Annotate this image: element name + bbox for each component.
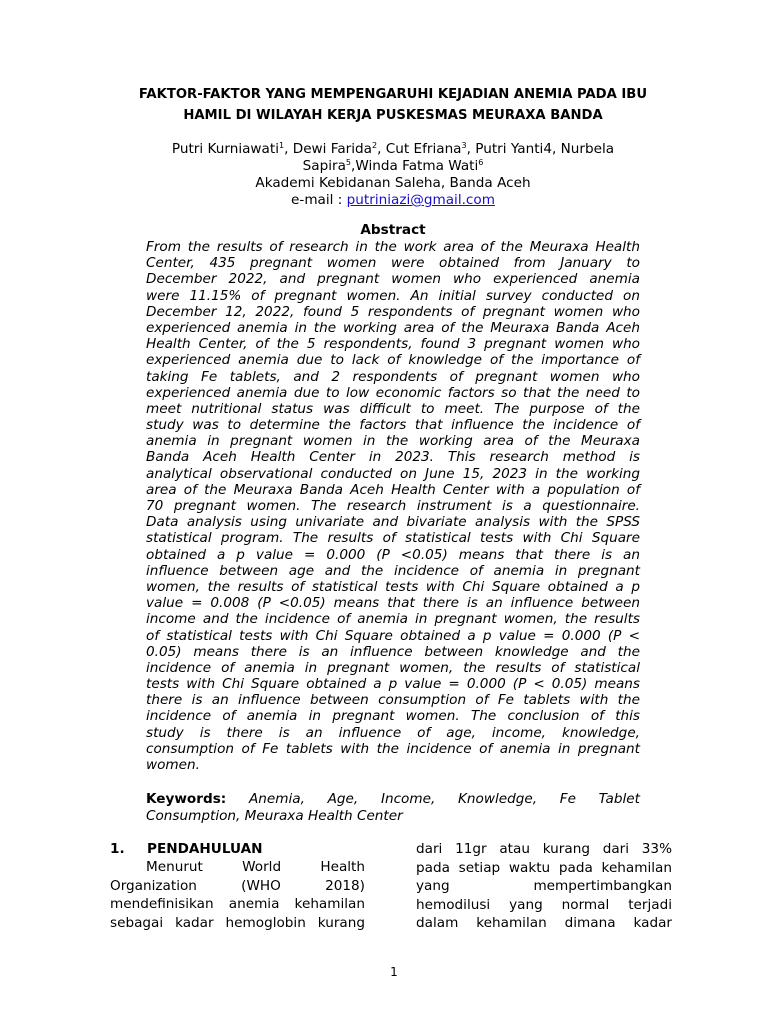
abstract-line: Data analysis using univariate and bivariate analysis with the SPSS [146, 514, 640, 531]
abstract-line: of statistical tests with Chi Square obtained a p value = 0.000 (P < [146, 627, 640, 644]
author-name: ,Winda Fatma Wati [351, 158, 479, 174]
author-line [100, 141, 686, 158]
title-line: FAKTOR-FAKTOR YANG MEMPENGARUHI KEJADIAN ANEMIA PADA IBU [138, 87, 648, 102]
body-text-line: Organization (WHO 2018) [110, 877, 365, 894]
body-text-line: pada setiap waktu pada kehamilan [416, 859, 672, 876]
author-name: Sapira [302, 158, 346, 174]
abstract-line: income and the incidence of anemia in pregnant women, the results [146, 611, 640, 628]
abstract-line: area of the Meuraxa Banda Aceh Health Center with a population of [146, 481, 640, 498]
abstract-line: women. [146, 757, 200, 773]
paper-title [100, 84, 686, 126]
keywords-line [146, 791, 640, 808]
author-name: , Putri Yanti4, Nurbela [466, 141, 615, 157]
abstract-line: December 2022, and pregnant women who experienced anemia [146, 271, 640, 288]
body-column-left [110, 858, 365, 932]
abstract-line: were 11.15% of pregnant women. An initial survey conducted on [146, 287, 640, 304]
author-line [100, 158, 686, 175]
affiliation-mark: 3 [461, 141, 467, 150]
author-name: , Cut Efriana [377, 141, 462, 157]
section-number: 1. [110, 841, 125, 857]
keywords-text: Anemia, Age, Income, Knowledge, Fe Tablet [248, 791, 640, 807]
affiliation: Akademi Kebidanan Saleha, Banda Aceh [255, 175, 531, 191]
abstract-line: From the results of research in the work area of the Meuraxa Health [146, 239, 640, 255]
author-name: Putri Kurniawati [171, 141, 279, 157]
abstract-line: statistical program. The results of statistical tests with Chi Square [146, 530, 640, 547]
affiliation-mark: 1 [278, 141, 285, 150]
abstract-line: meet nutritional status was difficult to meet. The purpose of the [146, 400, 640, 417]
keywords-line: Consumption, Meuraxa Health Center [146, 808, 403, 824]
abstract-line: study was to determine the factors that influence the incidence of [146, 417, 640, 434]
body-text-line: mendefinisikan anemia kehamilan [110, 896, 365, 912]
abstract-line: incidence of anemia in pregnant women, the results of statistical [146, 659, 640, 676]
body-text-line: sebagai kadar hemoglobin kurang [110, 914, 365, 931]
email-line [100, 192, 686, 209]
affiliation-mark: 2 [372, 141, 378, 150]
abstract-line: Banda Aceh Health Center in 2023. This research method is [146, 449, 640, 466]
abstract-line: taking Fe tablets, and 2 respondents of pregnant women who [146, 368, 640, 385]
affiliation-mark: 5 [345, 158, 351, 167]
abstract-line: women, the results of statistical tests with Chi Square obtained a p [146, 578, 640, 595]
section-title: PENDAHULUAN [147, 841, 263, 857]
abstract-line: Health Center, of the 5 respondents, found 3 pregnant women who [146, 336, 640, 353]
abstract-line: there is an influence between consumption of Fe tablets with the [146, 692, 640, 709]
email-link[interactable]: putriniazi@gmail.com [346, 192, 495, 208]
abstract-line: Center, 435 pregnant women were obtained from January to [146, 255, 640, 272]
abstract-line: 0.05) means there is an influence between knowledge and the [146, 643, 640, 660]
section-heading [110, 840, 263, 858]
abstract-line: tests with Chi Square obtained a p value = 0.000 (P < 0.05) means [146, 676, 640, 693]
page-number: 1 [390, 965, 398, 979]
author-block [100, 141, 686, 209]
body-text-line: dari 11gr atau kurang dari 33% [416, 841, 672, 857]
body-text-line: dalam kehamilan dimana kadar [416, 915, 672, 931]
abstract-line: December 12, 2022, found 5 respondents of pregnant women who [146, 303, 640, 320]
abstract-line: influence between age and the incidence of anemia in pregnant [146, 562, 640, 579]
title-line: HAMIL DI WILAYAH KERJA PUSKESMAS MEURAXA BANDA [183, 108, 603, 123]
abstract-body [146, 239, 640, 773]
abstract-line: incidence of anemia in pregnant women. The conclusion of this [146, 708, 640, 725]
body-column-right [416, 840, 672, 933]
author-name: , Dewi Farida [284, 141, 372, 157]
keywords-label: Keywords: [146, 791, 227, 807]
abstract-heading: Abstract [360, 222, 426, 238]
abstract-line: analytical observational conducted on June 15, 2023 in the working [146, 465, 640, 482]
abstract-line: study is there is an influence of age, income, knowledge, [146, 724, 640, 741]
affiliation-mark: 6 [478, 158, 484, 167]
body-text-line: yang mempertimbangkan [416, 878, 672, 894]
email-prefix: e-mail : [291, 192, 347, 208]
abstract-line: experienced anemia due to lack of knowledge of the importance of [146, 352, 640, 369]
abstract-line: obtained a p value = 0.000 (P <0.05) means that there is an [146, 546, 640, 563]
abstract-line: consumption of Fe tablets with the incidence of anemia in pregnant [146, 740, 640, 757]
body-text-line: Menurut World Health [146, 859, 365, 875]
abstract-line: anemia in pregnant women in the working area of the Meuraxa [146, 433, 640, 450]
keywords-block [146, 791, 640, 825]
body-text-line: hemodilusi yang normal terjadi [416, 896, 672, 913]
abstract-line: experienced anemia in the working area of the Meuraxa Banda Aceh [146, 319, 640, 336]
abstract-line: 70 pregnant women. The research instrument is a questionnaire. [146, 498, 640, 514]
abstract-line: value = 0.008 (P <0.05) means that there is an influence between [146, 595, 640, 612]
abstract-line: experienced anemia due to low economic factors so that the need to [146, 384, 640, 401]
